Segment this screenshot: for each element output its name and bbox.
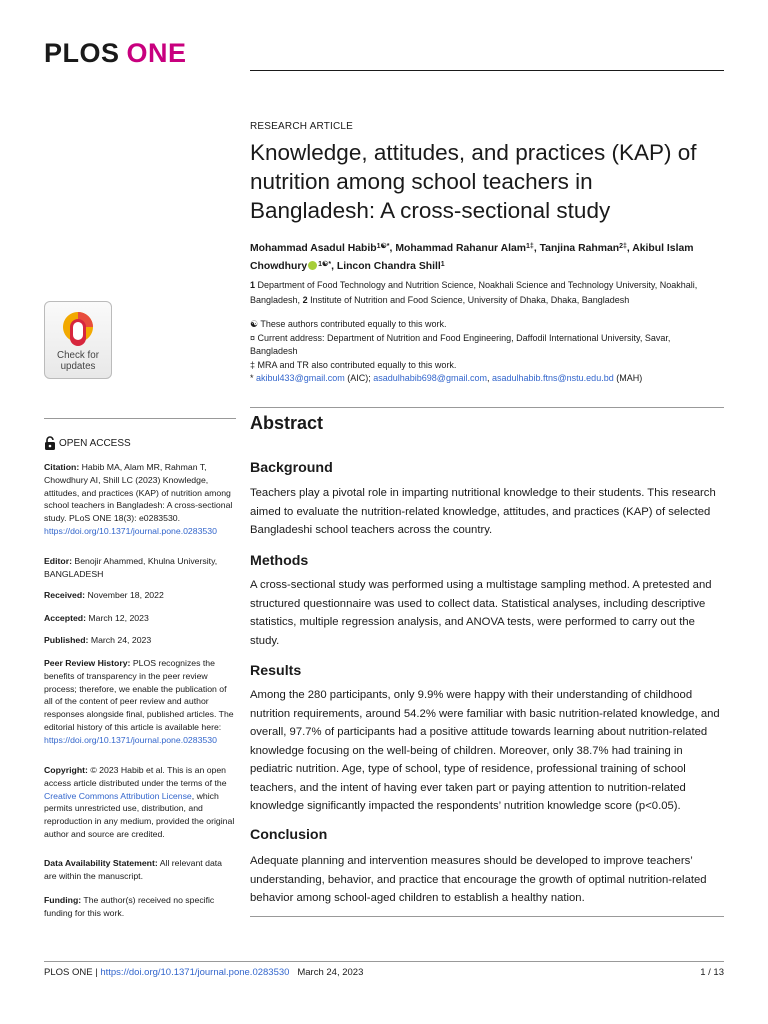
badge-label	[57, 350, 99, 372]
data-availability-text: All relevant data are within the manuscript.	[44, 858, 223, 881]
email-link[interactable]: asadulhabib698@gmail.com	[373, 373, 487, 383]
citation-block	[44, 461, 236, 538]
background-heading: Background	[250, 460, 333, 476]
copyright-block	[44, 764, 236, 841]
footer-divider	[44, 961, 724, 962]
author-name[interactable]: Tanjina Rahman	[539, 243, 620, 254]
logo-plos: PLOS	[44, 38, 120, 68]
data-availability-block	[44, 857, 236, 883]
author-name[interactable]: Mohammad Rahanur Alam	[395, 243, 527, 254]
citation-label: Citation:	[44, 462, 80, 472]
results-heading: Results	[250, 663, 302, 679]
footer-date: March 24, 2023	[297, 967, 364, 978]
published-block	[44, 634, 236, 647]
abstract-divider	[250, 407, 724, 408]
funding-label: Funding:	[44, 895, 82, 905]
affiliation-number: 1	[250, 280, 256, 290]
affiliations	[250, 278, 720, 307]
accepted-date: March 12, 2023	[88, 613, 149, 623]
author-marks: 1☯*	[318, 261, 332, 268]
logo-one: ONE	[126, 38, 187, 68]
open-access-label	[44, 436, 131, 450]
journal-logo[interactable]	[44, 38, 187, 69]
sidebar-divider	[44, 418, 236, 419]
author-marks: 2‡	[619, 243, 627, 250]
email-tag: (AIC);	[347, 373, 371, 383]
data-availability-label: Data Availability Statement:	[44, 858, 158, 868]
badge-line: Check for	[57, 350, 99, 361]
page-number: 1 / 13	[700, 967, 724, 978]
author-name[interactable]: Akibul Islam Chowdhury	[250, 243, 694, 272]
footer-journal: PLOS ONE |	[44, 967, 98, 978]
funding-block	[44, 894, 236, 920]
correspondence-emails: * akibul433@gmail.com (AIC); asadulhabib698@gmail.com, asadulhabib.ftns@nstu.edu.bd (MAH)	[250, 373, 643, 383]
page-footer	[44, 967, 724, 978]
citation-doi-link[interactable]: https://doi.org/10.1371/journal.pone.0283530	[44, 525, 217, 536]
methods-text: A cross-sectional study was performed using a multistage sampling method. A pretested and structured questionnaire was used to collect data. Statistical analyses, including descriptive statistics, multiple regression analysis, and ANOVA tests, were performed to carry out the study.	[250, 579, 712, 647]
conclusion-heading: Conclusion	[250, 827, 328, 843]
copyright-text: © 2023 Habib et al. This is an open access article distributed under the terms of the	[44, 765, 227, 788]
email-star: *	[250, 373, 254, 383]
editor-label: Editor:	[44, 556, 72, 566]
published-date: March 24, 2023	[90, 635, 152, 645]
received-label: Received:	[44, 590, 86, 600]
funding-text: The author(s) received no specific funding for this work.	[44, 895, 215, 918]
received-date: November 18, 2022	[87, 590, 164, 600]
background-text: Teachers play a pivotal role in imparting nutritional knowledge to their students. This research aimed to evaluate the nutrition-related knowledge, attitudes, and practices (KAP) of selected Bangladeshi school teachers across the country.	[250, 487, 716, 536]
author-name[interactable]: Mohammad Asadul Habib	[250, 243, 377, 254]
results-text: Among the 280 participants, only 9.9% were happy with their understanding of childhood nutrition requirements, around 54.2% were familiar with basic nutrition-related knowledge, and overall, 97.7% of participants had a positive attitude towards learning about nutrition-related knowledge focusing on the well-being of children. Moreover, only 38.7% had training in pediatric nutrition. Age, type of school, type of residence, professional training of school teachers, and the intent of having ever taken part or paying attention to nutrition-related knowledge significantly impacted the respondents’ nutrition knowledge score (p<0.05).	[250, 689, 720, 812]
license-link[interactable]: Creative Commons Attribution License	[44, 790, 192, 801]
email-link[interactable]: asadulhabib.ftns@nstu.edu.bd	[491, 373, 614, 383]
methods-heading: Methods	[250, 553, 309, 569]
equal-contribution-note: ☯ These authors contributed equally to this work.	[250, 319, 447, 329]
affiliation-number: 2	[302, 294, 308, 305]
peer-review-link[interactable]: https://doi.org/10.1371/journal.pone.0283530	[44, 734, 217, 745]
article-title: Knowledge, attitudes, and practices (KAP) of nutrition among school teachers in Bangladesh: A cross-sectional study	[250, 140, 697, 223]
accepted-block	[44, 612, 236, 625]
current-address-note: ¤ Current address: Department of Nutrition and Food Engineering, Daffodil International University, Savar, Bangladesh	[250, 332, 671, 356]
also-contributed-note: ‡ MRA and TR also contributed equally to this work.	[250, 359, 457, 370]
affiliation-text: Institute of Nutrition and Food Science, University of Dhaka, Dhaka, Bangladesh	[310, 294, 630, 305]
peer-review-block	[44, 657, 236, 747]
check-updates-icon	[61, 310, 95, 348]
footer-doi-link[interactable]: https://doi.org/10.1371/journal.pone.0283530	[100, 967, 290, 978]
author-marks: 1‡	[526, 243, 534, 250]
badge-line: updates	[60, 361, 96, 372]
copyright-label: Copyright:	[44, 765, 88, 775]
abstract-end-divider	[250, 916, 724, 917]
citation-text: Habib MA, Alam MR, Rahman T, Chowdhury AI, Shill LC (2023) Knowledge, attitudes, and practices (KAP) of nutrition among school teachers in Bangladesh: A cross-sectional study. PLoS ONE 18(3): e0283530.	[44, 462, 233, 524]
conclusion-text: Adequate planning and intervention measures should be developed to improve teachers’ understanding, behavior, and practice that encourage the growth of optimal nutrition-related behavior among school-aged children to establish a healthy nation.	[250, 855, 707, 904]
open-access-text: OPEN ACCESS	[59, 437, 131, 449]
header-divider	[250, 70, 724, 71]
peer-review-label: Peer Review History:	[44, 658, 131, 668]
peer-review-text: PLOS recognizes the benefits of transparency in the peer review process; therefore, we enable the publication of all of the content of peer review and author responses alongside final, published articles. The editorial history of this article is available here:	[44, 658, 234, 732]
abstract-heading: Abstract	[250, 413, 324, 433]
article-type: RESEARCH ARTICLE	[250, 121, 354, 132]
published-label: Published:	[44, 635, 89, 645]
affiliation-text: Department of Food Technology and Nutrition Science, Noakhali Science and Technology University, Noakhali, Bangladesh,	[250, 280, 698, 305]
orcid-icon[interactable]	[308, 261, 317, 270]
email-tag: (MAH)	[616, 373, 643, 383]
author-name[interactable]: Lincon Chandra Shill	[336, 261, 441, 272]
author-marks: 1	[440, 261, 445, 268]
footer-citation	[44, 967, 363, 978]
copyright-text-end: , which permits unrestricted use, distribution, and reproduction in any medium, provided the original author and source are credited.	[44, 790, 235, 839]
author-notes	[250, 318, 720, 386]
email-link[interactable]: akibul433@gmail.com	[256, 373, 345, 383]
author-list: Mohammad Asadul Habib$^{1☯*}$, Mohammad Rahanur Alam$^{1\ddagger}$, Tanjina Rahman$^{2\ddagger}$, Akibul Islam Chowdhury $^{1☯*}$, Lincon Chandra Shill$^1$	[250, 243, 694, 272]
editor-block	[44, 555, 236, 581]
editor-text: Benojir Ahammed, Khulna University, BANGLADESH	[44, 556, 218, 579]
received-block	[44, 589, 236, 602]
check-for-updates-badge[interactable]	[44, 301, 112, 379]
author-marks: 1☯*	[376, 243, 390, 250]
accepted-label: Accepted:	[44, 613, 86, 623]
open-lock-icon	[44, 436, 56, 450]
